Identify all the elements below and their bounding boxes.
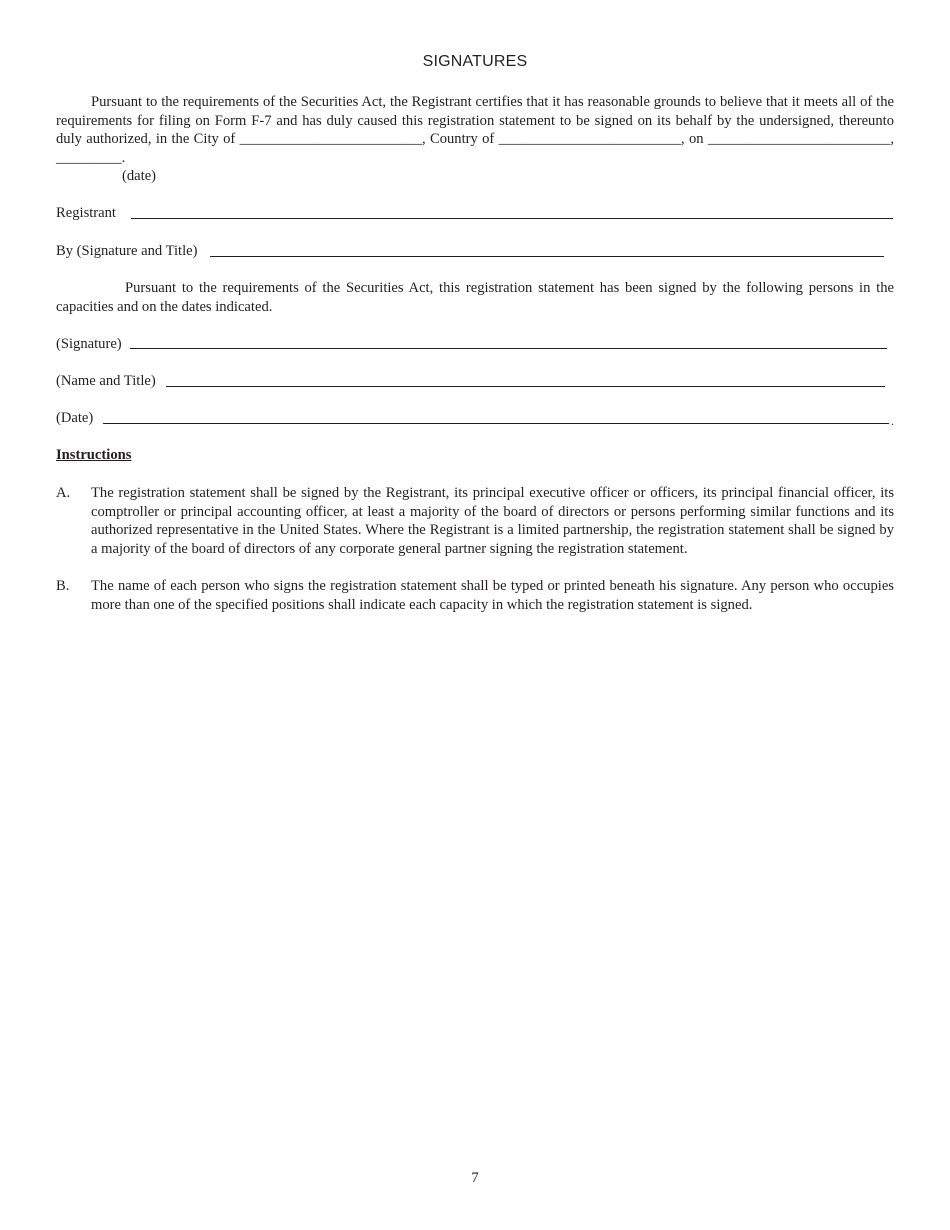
date-end-mark: . [891, 414, 894, 428]
date-row [56, 410, 898, 430]
date-caption: (date) [122, 168, 157, 184]
instruction-marker: B. [56, 578, 70, 594]
by-signature-row [56, 243, 894, 263]
certification-paragraph: Pursuant to the requirements of the Securities Act, the Registrant certifies that it has reasonable grounds to believe that it meets all of the requirements for filing on Form F-7 and has duly caused this registration statement to be signed on its behalf by the undersigned, thereunto duly authorized, in the City of _________________________, Country of _________________________, on _________________________, _________. [56, 94, 894, 166]
signature-row [56, 336, 894, 356]
signature-label: (Signature) [56, 336, 122, 352]
page-title: SIGNATURES [422, 53, 528, 70]
by-signature-label: By (Signature and Title) [56, 243, 198, 259]
persons-statement: Pursuant to the requirements of the Securities Act, this registration statement has been signed by the following persons in the capacities and on the dates indicated. [56, 280, 894, 315]
date-line[interactable] [103, 423, 889, 424]
name-title-line[interactable] [166, 386, 885, 387]
by-signature-line[interactable] [210, 256, 884, 257]
instruction-item [56, 484, 894, 558]
registrant-signature-line[interactable] [131, 218, 893, 219]
instructions-heading: Instructions [56, 447, 132, 463]
date-label: (Date) [56, 410, 94, 426]
registrant-label: Registrant [56, 205, 116, 221]
registrant-row [56, 205, 894, 225]
instruction-text: The name of each person who signs the registration statement shall be typed or printed beneath his signature. Any person who occupies more than one of the specified positions shall indicate each capacity in which the registration statement is signed. [91, 578, 894, 613]
signature-line[interactable] [130, 348, 887, 349]
instruction-marker: A. [56, 485, 71, 501]
name-title-label: (Name and Title) [56, 373, 156, 389]
instruction-text: The registration statement shall be signed by the Registrant, its principal executive officer or officers, its principal financial officer, its comptroller or principal accounting officer, at least a majority of the board of directors or persons performing similar functions and its authorized representative in the United States. Where the Registrant is a limited partnership, the registration statement shall be signed by a majority of the board of directors of any corporate general partner signing the registration statement. [91, 485, 894, 557]
page-number: 7 [471, 1170, 479, 1186]
instruction-item [56, 577, 894, 614]
name-title-row [56, 373, 894, 393]
